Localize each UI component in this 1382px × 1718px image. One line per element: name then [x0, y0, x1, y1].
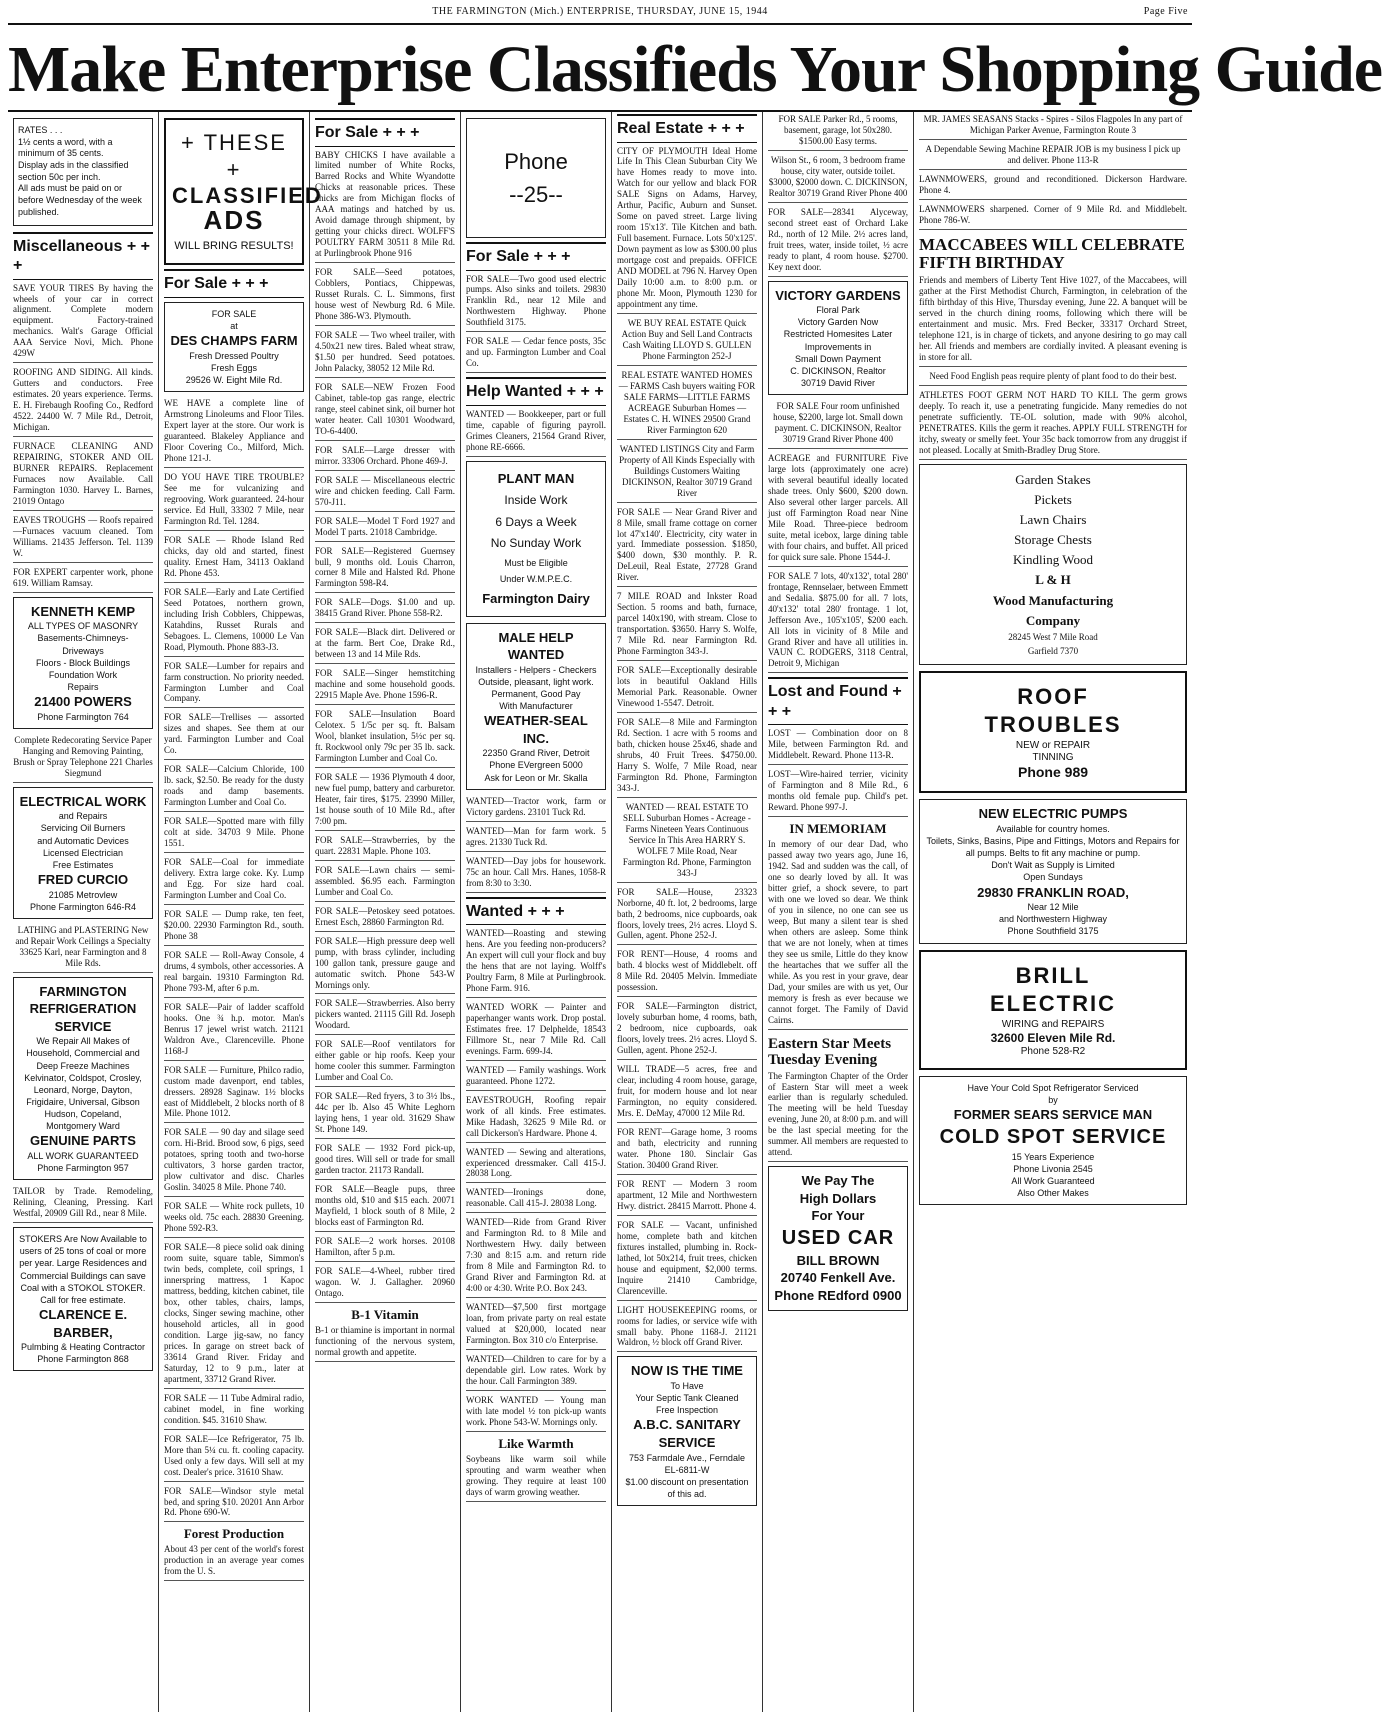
ad-line: FOR SALE	[211, 308, 257, 319]
section-head-for-sale: For Sale + + +	[466, 242, 606, 271]
ad-line: DES CHAMPS FARM	[170, 333, 298, 349]
ad-line: EL-6811-W	[664, 1464, 710, 1475]
classified-ad: WANTED—Man for farm work. 5 agres. 21330 Tuck Rd.	[466, 826, 606, 852]
rates-line: 1½ cents a word, with a minimum of 35 cents.	[18, 136, 113, 159]
page-number: Page Five	[1143, 6, 1188, 17]
ad-line: Foundation Work	[48, 669, 118, 680]
ad-line: Household, Commercial and	[26, 1048, 140, 1059]
ad-line: BRILL	[1015, 962, 1091, 988]
ad-line: KENNETH KEMP	[30, 603, 135, 619]
classified-ad: BABY CHICKS I have available a limited number of White Rocks, Barred Rocks and White Wyandotte Chicks at reasonable prices. These chicks are from Michigan flocks of AAA matings and hatched by us. Avoid damage through shipment, by getting your chicks direct. WOLFF'S POULTRY FARM 30511 8 Mile Rd. at Purlingbrook Phone 916	[315, 150, 455, 264]
column-display-ads	[914, 112, 1192, 1712]
ad-line: Company	[1025, 612, 1081, 628]
classified-ad: EAVES TROUGHS — Roofs repaired—Furnaces vacuum cleaned. Tom Williams. 21435 Jefferson. Tel. 1139 W.	[13, 515, 153, 563]
phone-label: Phone	[504, 149, 568, 174]
ad-line: STOKERS Are Now Available to users of 25 tons of coal or more per year. Large Residences and Commercial Buildings can save Coal with a STOKOL STOKER. Call for free estimate.	[19, 1234, 147, 1305]
ad-line: Permanent, Good Pay	[491, 688, 581, 699]
ad-line: All Work Guaranteed	[1011, 1175, 1095, 1186]
display-ad-brill-electric	[919, 950, 1187, 1070]
classified-ad: FOR SALE 7 lots, 40'x132', total 280' frontage, Rennselaer, between Emmett and Sedalia. $875.00 for all. 7 lots, 40'x132' total 280' frontage. 1 lot, Jefferson Ave., 105'x105', $200 each. All lots in vicinity of 8 Mile and Grand River and have all utilities in. VAUN C. RODGERS, 3118 Central, Detroit 9, Michigan	[768, 571, 908, 674]
classified-ad: FOR SALE—Coal for immediate delivery. Extra large coke. Ky. Lump and Egg. For size hard coal. Farmington Lumber and Coal Co.	[164, 857, 304, 905]
classified-ad: FOR SALE — 1932 Ford pick-up, good tires. Will sell or trade for small garden tractor. 21173 Randall.	[315, 1143, 455, 1180]
classified-ad: Wilson St., 6 room, 3 bedroom frame house, city water, outside toilet. $3000, $2000 down. C. DICKINSON, Realtor 30719 Grand River Phone 400	[768, 155, 908, 203]
classified-ad: FOR SALE — Cedar fence posts, 35c and up. Farmington Lumber and Coal Co.	[466, 336, 606, 373]
classified-ad: FOR SALE—Farmington district, lovely suburban home, 4 rooms, bath, 2 bedroom, nice cupboards, oak floors, lovely trees. 2½ acres. Lloyd S. Gullen, agent. Phone 252-J.	[617, 1001, 757, 1060]
memoriam-title: IN MEMORIAM	[789, 821, 887, 837]
ad-line: Open Sundays	[1023, 872, 1083, 883]
ad-line: Floral Park	[816, 305, 860, 316]
classified-ad: WANTED—Roasting and stewing hens. Are you feeding non-producers? An expert will cull your flock and buy the hens that are not laying. Wolff's Poultry Farm, 8 Mile at Purlingbrook. Phone Farm. 916.	[466, 928, 606, 998]
classified-ad: FOR SALE — Miscellaneous electric wire and chicken feeding. Call Farm. 570-J11.	[315, 475, 455, 512]
classified-ad: ATHLETES FOOT GERM NOT HARD TO KILL The germ grows deeply. To reach it, use a penetrating fungicide. Many remedies do not penetrate sufficiently. TE-OL solution, made with 90% alcohol, PENETRATES. Kills the germ it reaches. APPLY FULL STRENGTH for itchy, sweaty or smelly feet. Your 35c back tomorrow from any druggist if not pleased. Locally at Smith-Bradley Drug Store.	[919, 390, 1187, 460]
classified-ad: FOR SALE—4-Wheel, rubber tired wagon. W. J. Gallagher. 20960 Ontago.	[315, 1266, 455, 1303]
ad-line: 22350 Grand River, Detroit	[482, 748, 590, 759]
classified-ad: WANTED—Ride from Grand River and Farmington Rd. to 8 Mile and Northwestern Hwy. daily between 7:30 and 8:15 a.m. and return ride from 8 Mile and Farmington Rd. to Grand River and Farmington Rd. at 4:00 or 4:30. Write P.O. Box 243.	[466, 1217, 606, 1298]
section-head-help-wanted: Help Wanted + + +	[466, 377, 606, 406]
classified-ad: LOST—Wire-haired terrier, vicinity of Farmington and 8 Mile Rd., 6 months old female pup. Child's pet. Reward. Phone 997-J.	[768, 769, 908, 817]
ad-line: Pickets	[1034, 491, 1072, 507]
ad-line: MALE HELP WANTED	[498, 629, 574, 663]
ad-line: Storage Chests	[1014, 532, 1092, 548]
ad-line: 753 Farmdale Ave., Ferndale	[629, 1452, 745, 1463]
ad-line: 29526 W. Eight Mile Rd.	[185, 375, 283, 386]
ad-line: USED CAR	[781, 1226, 895, 1249]
display-ad-refrigeration	[13, 977, 153, 1181]
ad-line: VICTORY GARDENS	[775, 287, 901, 303]
ad-line: and Repairs	[58, 811, 108, 822]
notice-title: Forest Production	[183, 1526, 285, 1542]
ad-line: Under W.M.P.E.C.	[499, 574, 573, 585]
ad-line: Phone Southfield 3175	[1007, 926, 1099, 937]
promo-line: + THESE +	[181, 130, 287, 182]
section-head-lost-found: Lost and Found + + +	[768, 677, 908, 725]
ad-line: We Repair All Makes of	[36, 1036, 130, 1047]
ad-line: Free Estimates	[52, 859, 114, 870]
ad-line: 28245 West 7 Mile Road	[1008, 631, 1098, 642]
classified-ad: FOR SALE—Lumber for repairs and farm construction. No priority needed. Farmington Lumber and Coal Company.	[164, 661, 304, 709]
ad-line: FARMINGTON	[39, 983, 127, 999]
ad-line: Basements-Chimneys-Driveways	[37, 633, 129, 656]
classified-ad: ROOFING AND SIDING. All kinds. Gutters and conductors. Free estimates. 20 years experience. Terms. E. H. Firebaugh Roofing Co., Redford 4522. 24400 W. 7 Mile Rd., Detroit, Michigan.	[13, 367, 153, 437]
ad-line: 15 Years Experience	[1011, 1151, 1095, 1162]
classified-ad: FOR SALE—8 piece solid oak dining room suite, square table, Simmon's twin beds, complete, coil springs, 1 innerspring mattress, 1 Kapoc mattress, bedding, kitchen cabinet, tile box, other tables, chairs, lamps, clocks, Singer sewing machine, other household articles, all in good condition. Large jig-saw, no fancy prices. In garage on street back of 33614 Grand River. Friday and Saturday, 12 to 9 p.m., later at apartment, 33712 Grand River.	[164, 1242, 304, 1389]
ad-line: REFRIGERATION SERVICE	[29, 1001, 137, 1034]
classified-ad: FOR SALE—Roof ventilators for either gable or hip roofs. Keep your home cooler this summer. Farmington Lumber and Coal Co.	[315, 1039, 455, 1087]
ad-line: Kindling Wood	[1013, 552, 1093, 568]
classified-ad: FOR SALE—2 work horses. 20108 Hamilton, after 5 p.m.	[315, 1236, 455, 1262]
ad-line: $1.00 discount on presentation of this ad.	[625, 1476, 749, 1499]
classified-ad: FOR SALE—Calcium Chloride, 100 lb. sack, $2.50. Be ready for the dusty roads and damp basements. Farmington Lumber and Coal Co.	[164, 764, 304, 812]
masthead	[12, 4, 1188, 22]
ad-line: Phone Farmington 868	[37, 1354, 129, 1365]
classified-ad: WANTED — REAL ESTATE TO SELL Suburban Homes - Acreage - Farms Nineteen Years Continuous Service In This Area HARRY S. WOLFE 7 Mile Road, Near Farmington Rd. Phone, Farmington 343-J	[617, 802, 757, 883]
ad-line: High Dollars	[799, 1190, 877, 1206]
column-for-sale-2	[310, 112, 461, 1712]
classified-ad: FOR SALE — Dump rake, ten feet, $20.00. 22930 Farmington Rd., south. Phone 38	[164, 909, 304, 946]
ad-line: Fresh Dressed Poultry	[189, 350, 279, 361]
ad-line: Outside, pleasant, light work.	[478, 676, 594, 687]
classified-ad: FOR SALE—Black dirt. Delivered or at the farm. Bert Coe, Drake Rd., between 13 and 14 Mile Rds.	[315, 627, 455, 664]
display-ad-plant-man	[466, 461, 606, 617]
classified-ad: FOR SALE Parker Rd., 5 rooms, basement, garage, lot 50x280. $1500.00 Easy terms.	[768, 114, 908, 151]
classified-ad: FOR SALE—High pressure deep well pump, with brass cylinder, including 100 gallon tank, pressure gauge and automatic switch. Phone 543-W Mornings only.	[315, 936, 455, 995]
ad-line: Repairs	[67, 682, 99, 692]
notice-title: Like Warmth	[498, 1435, 574, 1451]
ad-line: FRED CURCIO	[37, 871, 129, 887]
display-ad-used-car	[768, 1166, 908, 1310]
ad-line: Phone Farmington 646-R4	[29, 901, 137, 912]
classified-ad: WANTED — Sewing and alterations, experienced dressmaker. Call 415-J. 28038 Long.	[466, 1147, 606, 1184]
ad-line: Also Other Makes	[1017, 1187, 1089, 1198]
classified-ad: FOR SALE—Lawn chairs — semi-assembled. $6.95 each. Farmington Lumber and Coal Co.	[315, 865, 455, 902]
ad-line: TROUBLES	[984, 712, 1122, 738]
top-rule	[8, 23, 1192, 25]
classified-ad: ACREAGE and FURNITURE Five large lots (approximately one acre) with several beautiful ideally located shade trees. Only $600, $200 down. Also several other larger parcels. All just off Farmington Road near Nine Mile Road. Three-piece bedroom suite, metal icebox, large dining table with four chairs, and buffet. All priced for quick sure sale. Phone 1544-J.	[768, 453, 908, 567]
notice-body: The Farmington Chapter of the Order of Eastern Star will meet a week earlier than is regularly scheduled. The meeting will be held Tuesday evening, June 20, at 8:00 p.m. and will be the last special meeting for the summer. All members are requested to attend.	[768, 1071, 908, 1163]
classified-ad: FOR SALE—28341 Alyceway, second street east of Orchard Lake Rd., north of 12 Mile. 2½ acres land, fruit trees, water, inside toilet, ½ acre ready to plant, 4 room house. $2700. Key next door.	[768, 207, 908, 277]
classified-ad: FOR SALE Four room unfinished house, $2200, large lot. Small down payment. C. DICKINSON, Realtor 30719 Grand River Phone 400	[768, 401, 908, 449]
classified-ad: FOR SALE — Two wheel trailer, with 4.50x21 new tires. Baled wheat straw, $1.50 per hundred. Seed potatoes. John Palacky, 38052 12 Mile Rd.	[315, 330, 455, 378]
classified-ad: FOR RENT — Modern 3 room apartment, 12 Mile and Northwestern Hwy. district. 28415 Marrott. Phone 4.	[617, 1179, 757, 1216]
classified-ad: FOR SALE—Strawberries, by the quart. 22831 Maple. Phone 103.	[315, 835, 455, 861]
classified-ad: FOR SALE — Furniture, Philco radio, custom made davenport, end tables, dressers. 28928 Saginaw. 1½ blocks east of Middlebelt, 2 blocks north of 8 Mile. Phone 1012.	[164, 1065, 304, 1124]
ad-line: Floors - Block Buildings	[35, 657, 131, 668]
ad-line: Phone REdford 0900	[774, 1288, 902, 1304]
ad-line: Licensed Electrician	[42, 847, 124, 858]
display-ad-stokers	[13, 1227, 153, 1371]
classified-ad: FOR SALE—NEW Frozen Food Cabinet, table-top gas range, electric range, steel cabinet sink, oil burner hot water heater. Call 10301 Woodward, TO-6-4400.	[315, 382, 455, 441]
ad-line: Don't Wait as Supply is Limited	[991, 860, 1115, 871]
classified-ad: CITY OF PLYMOUTH Ideal Home Life In This Clean Suburban City We have Homes ready to move into. Watch for our yellow and black FOR SALE Signs on Adams, Harvey, Arthur, Pacific, Auburn and Sunset. Some on paved street. Large living room 15'x13'. Tile Kitchen and bath. Full basement. Furnace. Lots 50'x125'. Down payment as low as $300.00 plus mortgage cost and prepaids. OFFICE AND MODEL at 796 N. Harvey Open Daily 10:00 a.m. to 8:00 p.m. or phone Mr. Moon, Plymouth 1230 for appointment any time.	[617, 146, 757, 315]
classified-ad: Complete Redecorating Service Paper Hanging and Removing Painting, Brush or Spray Telephone 221 Charles Siegmund	[13, 735, 153, 783]
section-head-miscellaneous: Miscellaneous + + +	[13, 232, 153, 280]
promo-line: CLASSIFIED	[172, 182, 323, 208]
ad-line: NEW or REPAIR	[1015, 739, 1091, 751]
rates-box	[13, 118, 153, 226]
ad-line: For Your	[811, 1208, 865, 1224]
classified-ad: FOR SALE—House, 23323 Norborne, 40 ft. lot, 2 bedrooms, large bath, 2 bedrooms, nice cupboards, oak floors, lovely trees, 2½ acres. Lloyd S. Gullen, agent. Phone 252-J.	[617, 887, 757, 946]
classified-ad: FOR SALE — 11 Tube Admiral radio, cabinet model, in fine working condition. $45. 31610 Shaw.	[164, 1393, 304, 1430]
notice-body: About 43 per cent of the world's forest production in an average year comes from the U. S.	[164, 1544, 304, 1581]
ad-line: No Sunday Work	[490, 536, 582, 551]
display-ad-septic	[617, 1356, 757, 1506]
display-ad-lh-wood	[919, 464, 1187, 665]
ad-line: Kelvinator, Coldspot, Crosley,	[24, 1072, 142, 1083]
classified-ad: FOR SALE—Beagle pups, three months old, $10 and $15 each. 20071 Mayfield, 1 block south of 8 Mile, 2 blocks east of Farmington Rd.	[315, 1184, 455, 1232]
ad-line: WEATHER-SEAL INC.	[484, 713, 588, 746]
notice-title: MACCABEES WILL CELEBRATE FIFTH BIRTHDAY	[919, 234, 1185, 273]
classified-promo-box	[164, 118, 323, 265]
classified-ad: FOR RENT—House, 4 rooms and bath. 4 blocks west of Middlebelt. off 8 Mile Rd. 20405 Melvin. Immediate possession.	[617, 949, 757, 997]
ad-line: Free Inspection	[655, 1405, 719, 1416]
classified-ad: FOR SALE—Two good used electric pumps. Also sinks and toilets. 29830 Franklin Rd., near 12 Mile and Northwestern Highway. Phone Southfield 3175.	[466, 274, 606, 333]
classified-ad: FOR SALE—Model T Ford 1927 and Model T parts. 21018 Cambridge.	[315, 516, 455, 542]
ad-line: Installers - Helpers - Checkers	[475, 664, 597, 675]
ad-line: Farmington Dairy	[482, 591, 590, 607]
ad-line: 29830 FRANKLIN ROAD,	[977, 884, 1129, 900]
section-head-wanted: Wanted + + +	[466, 897, 606, 926]
classified-ad: FOR SALE—Registered Guernsey bull, 9 months old. Louis Charron, corner 8 Mile and Halsted Rd. Phone Farmington 598-R4.	[315, 546, 455, 594]
ad-line: and Automatic Devices	[37, 835, 129, 846]
ad-line: GENUINE PARTS	[30, 1133, 136, 1149]
classified-ad: LAWNMOWERS sharpened. Corner of 9 Mile Rd. and Middlebelt. Phone 786-W.	[919, 204, 1187, 230]
section-head-for-sale: For Sale + + +	[164, 269, 304, 298]
display-ad-des-champs	[164, 302, 304, 392]
ad-line: Inside Work	[504, 493, 568, 508]
phone-number: --25--	[509, 182, 563, 207]
notice-body: Friends and members of Liberty Tent Hive 1027, of the Maccabees, will gather at the First Methodist Church, Farmington, in celebration of the fifth birthday of this Hive, Thursday evening, June 22. A banquet will be served in the church dining rooms, following which there will be entertainment and music. Mrs. Fred Becker, 33317 Orchard Street, telephone 121, is in charge of tickets, and anyone desiring to go may call her. All friends and members are cordially invited. A pleasant evening is in store for all.	[919, 275, 1187, 367]
classified-ad: WILL TRADE—5 acres, free and clear, including 4 room house, garage, fruit, for modern house and lot near Farmington, no equity considered. Mrs. E. DeMay, 47000 12 Mile Rd.	[617, 1064, 757, 1123]
ad-line: BILL BROWN	[796, 1252, 880, 1268]
classified-ad: FOR SALE—8 Mile and Farmington Rd. Section. 1 acre with 5 rooms and bath, chicken house 25x46, shade and shrubs, 40 Fruit Trees. $4750.00. Harry S. Wolfe, 7 Mile Road, near Farmington Rd. Phone, Farmington 343-J.	[617, 717, 757, 798]
ad-line: Garfield 7370	[1027, 645, 1079, 656]
classified-ad: FOR SALE—Insulation Board Celotex. 5 1/5c per sq. ft. Balsam Wool, blanket insulation, 5½c per sq. ft. Rockwool only 79c per 35 lb. sack. Farmington Lumber and Coal Co.	[315, 709, 455, 768]
display-ad-cold-spot	[919, 1076, 1187, 1205]
ad-line: Fresh Eggs	[210, 362, 258, 373]
classified-ad: FOR EXPERT carpenter work, phone 619. William Ramsay.	[13, 567, 153, 593]
ad-line: Phone 528-R2	[1020, 1045, 1086, 1057]
ad-line: COLD SPOT SERVICE	[939, 1125, 1167, 1148]
ad-line: ALL WORK GUARANTEED	[27, 1150, 139, 1161]
classified-ad: FOR SALE—Windsor style metal bed, and spring $10. 20201 Ann Arbor Rd. Phone 690-W.	[164, 1486, 304, 1523]
classified-ad: FOR SALE—Pair of ladder scaffold hooks. One ¾ h.p. motor. Man's Benrus 17 jewel wrist watch. 21121 Waldron Ave., Clarenceville. Phone 1168-J	[164, 1002, 304, 1061]
classified-ad: TAILOR by Trade. Remodeling, Relining, Cleaning, Pressing. Karl Westfal, 20909 Gill Rd., near 8 Mile.	[13, 1186, 153, 1223]
ad-line: Restricted Homesites Later	[783, 329, 893, 340]
column-help-wanted	[461, 112, 612, 1712]
classified-ad: FOR SALE — 1936 Plymouth 4 door, new fuel pump, battery and carburetor. Heater, fair tires, $175. 23990 Miller, 1st house south of 10 Mile Rd., after 7:00 pm.	[315, 772, 455, 831]
ad-line: Deep Freeze Machines	[36, 1060, 130, 1071]
classified-ad: WANTED—$7,500 first mortgage loan, from private party on real estate valued at $20,000, located near Farmington. Box 310 c/o Enterprise.	[466, 1302, 606, 1350]
classified-ad: MR. JAMES SEASANS Stacks - Spires - Silos Flagpoles In any part of Michigan Parker Avenue, Farmington Route 3	[919, 114, 1187, 140]
classified-ad: LATHING and PLASTERING New and Repair Work Ceilings a Specialty 33625 Karl, near Farmington and 8 Mile Rds.	[13, 925, 153, 973]
classified-ad: FURNACE CLEANING AND REPAIRING, STOKER AND OIL BURNER REPAIRS. Replacement Furnaces now Available. Call Farmington 1030. Harvey L. Barnes, 21019 Ontago	[13, 441, 153, 511]
classified-ad: FOR SALE—Seed potatoes, Cobblers, Pontiacs, Chippewas, Russet Rurals. C. L. Simmons, first house west of Newburg Rd. 6 Mile. Phone 386-W3. Plymouth.	[315, 267, 455, 326]
classified-ad: EAVESTROUGH, Roofing repair work of all kinds. Free estimates. Mike Hadash, 32625 9 Mile Rd. or call Dickerson's Hardware. Phone 4.	[466, 1095, 606, 1143]
display-ad-weather-seal	[466, 623, 606, 790]
column-miscellaneous	[8, 112, 159, 1712]
classified-ad: FOR SALE—Exceptionally desirable lots in beautiful Oakland Hills Memorial Park. Reasonable. Owner Vinewood 1-5547. Detroit.	[617, 665, 757, 713]
classified-ad: FOR SALE — Vacant, unfinished home, complete bath and kitchen fixtures installed, plumbing in. Rock-lathed, lot 50x214, fruit trees, chicken house and equipment, $2,000 terms. Inquire 21410 Cambridge, Clarenceville.	[617, 1220, 757, 1301]
phone-box	[466, 118, 606, 238]
classified-ad: 7 MILE ROAD and Inkster Road Section. 5 rooms and bath, furnace, parcel 140x190, with stream. Close to transportation. $3650. Harry S. Wolfe, 7 Mile Rd. near Farmington Rd. Phone Farmington 343-J.	[617, 591, 757, 661]
ad-line: Phone Farmington 764	[37, 711, 129, 722]
ad-line: Leonard, Norge, Dayton,	[33, 1084, 133, 1095]
ad-line: Improvements in	[804, 341, 872, 352]
ad-line: Servicing Oil Burners	[40, 823, 126, 834]
classified-ad: FOR SALE — Rhode Island Red chicks, day old and started, finest quality. Ernest Ham, 34113 Oakland Rd. Phone 453.	[164, 535, 304, 583]
ad-line: ELECTRIC	[990, 991, 1116, 1017]
ad-line: WIRING and REPAIRS	[1001, 1018, 1105, 1030]
ad-line: Phone Livonia 2545	[1013, 1163, 1093, 1174]
classified-ad: WANTED—Tractor work, farm or Victory gardens. 23101 Tuck Rd.	[466, 796, 606, 822]
ad-line: ELECTRICAL WORK	[19, 793, 147, 809]
classified-ad: FOR SALE—Large dresser with mirror. 33306 Orchard. Phone 469-J.	[315, 445, 455, 471]
classified-ad: WANTED LISTINGS City and Farm Property of All Kinds Especially with Buildings Customers Waiting DICKINSON, Realtor 30719 Grand River	[617, 444, 757, 503]
ad-line: Available for country homes.	[996, 823, 1110, 834]
classified-ad: WANTED WORK — Painter and paperhanger wants work. Drop postal. Estimates free. 17 Delphelde, 18543 Fillmore St., near 7 Mile Rd. Call evenings. Farm. 699-J4.	[466, 1002, 606, 1061]
classified-ad: FOR SALE—Strawberries. Also berry pickers wanted. 21115 Gill Rd. Joseph Woodard.	[315, 998, 455, 1035]
classified-ad: FOR SALE — Near Grand River and 8 Mile, small frame cottage on corner lot 47'x140'. Electricity, city water in yard. Immediate possession. $1850, $400 down, $30 monthly. P. R. DeLeuil, Real Estate, 27728 Grand River.	[617, 507, 757, 588]
classified-ad: FOR SALE—Petoskey seed potatoes. Ernest Esch, 28860 Farmington Rd.	[315, 906, 455, 932]
ad-line: Phone EVergreen 5000	[489, 760, 583, 771]
section-head-for-sale: For Sale + + +	[315, 118, 455, 147]
ad-line: Near 12 Mile	[1027, 902, 1079, 913]
classified-ad: REAL ESTATE WANTED HOMES — FARMS Cash buyers waiting FOR SALE FARMS—LITTLE FARMS ACREAGE Suburban Homes — Estates C. H. WINES 29500 Grand River Farmington 620	[617, 370, 757, 440]
ad-line: C. DICKINSON, Realtor	[790, 365, 886, 376]
promo-line: ADS	[203, 204, 265, 235]
ad-line: Hudson, Copeland,	[44, 1109, 122, 1120]
ad-line: 21400 POWERS	[34, 694, 132, 710]
ad-line: Frigidaire, Universal, Gibson	[26, 1097, 140, 1107]
ad-line: Have Your Cold Spot Refrigerator Serviced	[967, 1082, 1139, 1093]
classified-ad: LAWNMOWERS, ground and reconditioned. Dickerson Hardware. Phone 4.	[919, 174, 1187, 200]
ad-line: Small Down Payment	[794, 353, 882, 364]
ad-line: Must be Eligible	[504, 557, 568, 568]
classified-ad: FOR SALE—Singer hemstitching machine and some household goods. 22915 Maple Ave. Phone 1596-R.	[315, 668, 455, 705]
classified-ad: DO YOU HAVE TIRE TROUBLE? See me for vulcanizing and regrooving. Work guaranteed. 24-hour service. Ed Hull, 33302 7 Mile, near Farmington Rd. Tel. 1284.	[164, 472, 304, 531]
ad-line: ALL TYPES OF MASONRY	[27, 621, 139, 632]
ad-line: CLARENCE E. BARBER,	[38, 1307, 128, 1340]
classified-ad: FOR SALE — 90 day and silage seed corn. Hi-Brid. Brood sow, 6 pigs, seed potatoes, spring tooth and two-horse cultivators, 3 horse garden tractor, plow cultivator and disc. Charles Goslin. 34025 8 Mile. Phone 740.	[164, 1127, 304, 1197]
ad-line: NOW IS THE TIME	[631, 1363, 743, 1379]
page-title: Make Enterprise Classifieds Your Shopping Guide	[8, 33, 1382, 106]
classified-ad: WANTED — Family washings. Work guaranteed. Phone 1272.	[466, 1065, 606, 1091]
ad-line: PLANT MAN	[497, 470, 575, 486]
classified-ad: FOR SALE—Dogs. $1.00 and up. 38415 Grand River. Phone 558-R2.	[315, 597, 455, 623]
classified-ad: FOR SALE—Spotted mare with filly colt at side. 34703 9 Mile. Phone 1551.	[164, 816, 304, 853]
notice-body: Need Food English peas require plenty of plant food to do their best.	[919, 371, 1187, 386]
display-ad-electrical	[13, 787, 153, 919]
ad-line: 32600 Eleven Mile Rd.	[990, 1030, 1116, 1045]
classified-ad: WANTED—Day jobs for housework. 75c an hour. Call Mrs. Hanes, 1058-R from 8:30 to 3:30.	[466, 856, 606, 893]
ad-line: Your Septic Tank Cleaned	[635, 1393, 739, 1404]
display-ad-victory-gardens	[768, 281, 908, 396]
classified-ad: WANTED—Ironings done, reasonable. Call 415-J. 28038 Long.	[466, 1187, 606, 1213]
rates-line: All ads must be paid on or before Wednesday of the week published.	[18, 183, 142, 217]
ad-line: Pulmbing & Heating Contractor	[20, 1342, 146, 1353]
classified-ad: FOR SALE — White rock pullets, 10 weeks old. 75c each. 28830 Greening. Phone 592-R3.	[164, 1201, 304, 1238]
ad-line: TINNING	[1032, 752, 1074, 764]
ad-line: We Pay The	[801, 1173, 875, 1189]
column-for-sale-1	[159, 112, 323, 1712]
ad-line: To Have	[670, 1381, 704, 1391]
classified-ad: FOR RENT—Garage home, 3 rooms and bath, electricity and running water. Phone 180. Sinclair Gas Station. 30400 Grand River.	[617, 1127, 757, 1175]
classified-ad: FOR SALE—Red fryers, 3 to 3½ lbs., 44c per lb. Also 45 White Leghorn laying hens, 1 year old. 31629 Shaw St. Phone 149.	[315, 1091, 455, 1139]
memoriam-body: In memory of our dear Dad, who passed away two years ago, June 16, 1942. Sad and sudden was the call, of one so dearly loved by all. It was bitter grief, a shock severe, to part with one we loved so dear. We think of you in silence, no one can see us weep, But many a silent tear is shed when others are asleep. Some think that we are not lonely, when at times they see us smile, Little do they know the heartaches that we suffer all the while. As you rest in your grave, dear Dad, your smiles are with us yet, Our memory is fresh as ever because we cannot forget. The Family of David Cairns.	[768, 839, 908, 1029]
ad-line: Phone 989	[1017, 764, 1089, 781]
ad-line: L & H	[1035, 572, 1071, 588]
classified-ad: LIGHT HOUSEKEEPING rooms, or rooms for ladies, or service wife with small baby. Phone 1168-J. 21121 Waldron, ½ block off Grand River.	[617, 1305, 757, 1353]
ad-line: NEW ELECTRIC PUMPS	[978, 806, 1128, 822]
display-ad-kemp	[13, 597, 153, 729]
classified-ad: SAVE YOUR TIRES By having the wheels of your car in correct alignment. Complete modern equipment. Factory-trained mechanics. Walt's Garage Official AAA Service Novi, Mich. Phone 429W	[13, 283, 153, 364]
dateline: THE FARMINGTON (Mich.) ENTERPRISE, THURSDAY, JUNE 15, 1944	[432, 6, 768, 17]
classified-ad: WANTED — Bookkeeper, part or full time, capable of figuring payroll. Grimes Cleaners, 21564 Grand River, phone RE-6666.	[466, 409, 606, 457]
notice-title: Eastern Star Meets Tuesday Evening	[768, 1035, 892, 1069]
classified-ad: WORK WANTED — Young man with late model ½ ton pick-up wants work. Phone 543-W. Mornings only.	[466, 1395, 606, 1432]
ad-line: at	[230, 321, 238, 332]
classified-ad: FOR SALE — Roll-Away Console, 4 drums, 4 symbols, other accessories. A real bargain. 19310 Farmington Rd. Phone 793-M, after 6 p.m.	[164, 950, 304, 998]
classified-ad: A Dependable Sewing Machine REPAIR JOB is my business I pick up and deliver. Phone 113-R	[919, 144, 1187, 170]
notice-body: Soybeans like warm soil while sprouting and warm weather when growing. They require at least 100 days of warm growing weather.	[466, 1454, 606, 1502]
classified-ad: FOR SALE—Ice Refrigerator, 75 lb. More than 5¼ cu. ft. cooling capacity. Used only a few days. Will sell at my cost. Dealer's price. 31610 Shaw.	[164, 1434, 304, 1482]
ad-line: by	[1048, 1094, 1058, 1105]
display-ad-roof-troubles	[919, 671, 1187, 794]
column-real-estate	[612, 112, 763, 1712]
classified-ad: WE BUY REAL ESTATE Quick Action Buy and Sell Land Contracts Cash Waiting LLOYD S. GULLEN Phone Farmington 252-J	[617, 318, 757, 366]
ad-line: With Manufacturer	[499, 701, 573, 712]
rates-title: RATES . . .	[18, 125, 63, 135]
classified-ad: LOST — Combination door on 8 Mile, between Farmington Rd. and Middlebelt. Reward. Phone 113-R.	[768, 728, 908, 765]
classified-ad: FOR SALE—Trellises — assorted sizes and shapes. See them at our yard. Farmington Lumber and Coal Co.	[164, 712, 304, 760]
notice-body: B-1 or thiamine is important in normal functioning of the nervous system, normal growth and appetite.	[315, 1325, 455, 1362]
ad-line: Lawn Chairs	[1019, 511, 1087, 527]
ad-line: Toilets, Sinks, Basins, Pipe and Fittings, Motors and Repairs for all pumps. Belts to fit any machine or pump.	[926, 835, 1180, 859]
classified-ad: FOR SALE—Early and Late Certified Seed Potatoes, northern grown, including Irish Cobblers, Chippewas, Katahdins, Russet Rurals and Sebagoes. L. Clemens, 10000 Le Van Road, Plymouth. Phone 883-J3.	[164, 587, 304, 657]
ad-line: Victory Garden Now	[797, 317, 879, 328]
ad-line: ROOF	[1017, 683, 1089, 709]
ad-line: 6 Days a Week	[495, 514, 577, 529]
display-ad-electric-pumps	[919, 799, 1187, 943]
ad-line: A.B.C. SANITARY SERVICE	[633, 1417, 741, 1450]
ad-line: 20740 Fenkell Ave.	[780, 1270, 896, 1286]
ad-line: FORMER SEARS SERVICE MAN	[953, 1106, 1153, 1122]
ad-line: and Northwestern Highway	[998, 914, 1108, 925]
column-lost-found	[763, 112, 914, 1712]
notice-title: B-1 Vitamin	[351, 1306, 419, 1322]
section-head-real-estate: Real Estate + + +	[617, 114, 757, 143]
ad-line: 21085 Metrovlew	[48, 889, 118, 900]
classified-ad: WANTED—Children to care for by a dependable girl. Low rates. Work by the hour. Call Farmington 389.	[466, 1354, 606, 1391]
ad-line: Phone Farmington 957	[37, 1163, 129, 1174]
ad-line: 30719 David River	[800, 377, 876, 388]
promo-line: WILL BRING RESULTS!	[174, 240, 294, 253]
ad-line: Wood Manufacturing	[992, 592, 1114, 608]
rates-line: Display ads in the classified section 50c per inch.	[18, 160, 129, 182]
ad-line: Ask for Leon or Mr. Skalla	[484, 772, 588, 783]
classified-ad: WE HAVE a complete line of Armstrong Linoleums and Floor Tiles. Expert layer at the store. Our work is guaranteed. Blakeley Appliance and Floor Covering Co., Milford, Mich. Phone 121-J.	[164, 398, 304, 468]
ad-line: Montgomery Ward	[46, 1121, 120, 1132]
ad-line: Garden Stakes	[1015, 471, 1091, 487]
